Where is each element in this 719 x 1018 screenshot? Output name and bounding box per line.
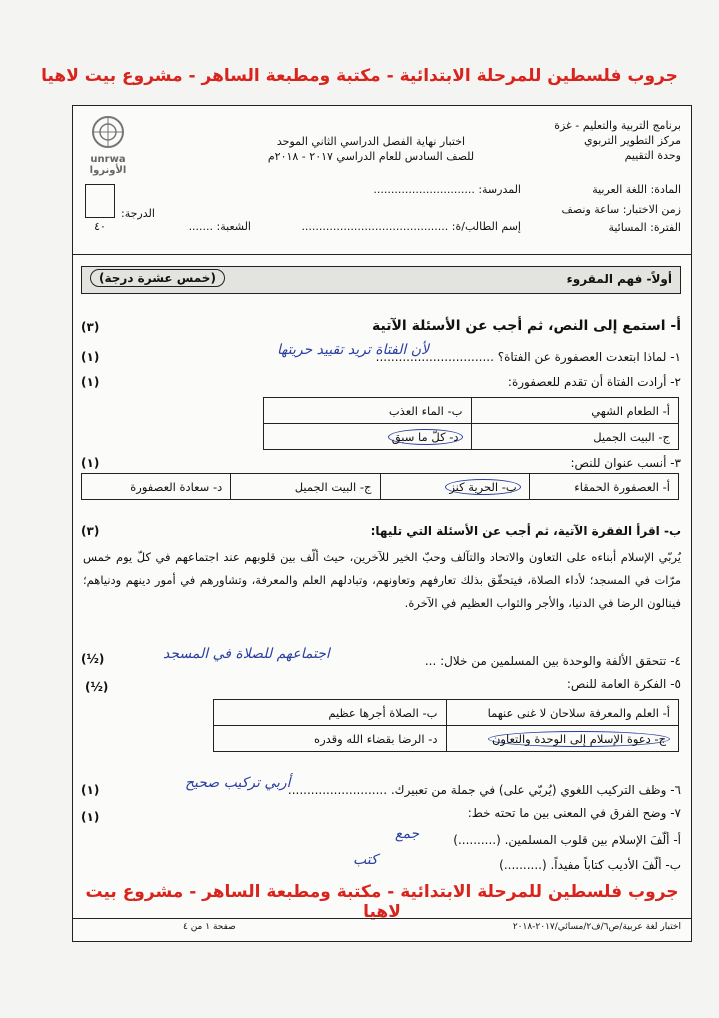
q6-handwritten-answer: أربي تركيب صحيح [185, 775, 291, 791]
q5-option-d: د- الرضا بقضاء الله وقدره [214, 726, 447, 752]
header-center [241, 134, 501, 164]
exam-year: للصف السادس للعام الدراسي ٢٠١٧ - ٢٠١٨م [267, 150, 475, 163]
q3-option-b [380, 474, 529, 500]
duration-line: زمن الاختبار: ساعة ونصف [561, 203, 681, 216]
footer-page-number: صفحة ١ من ٤ [183, 922, 236, 932]
part-b-instruction: ب- اقرأ الفقرة الآتية، ثم أجب عن الأسئلة التي تليها: [370, 524, 681, 538]
q3-option-a: أ- العصفورة الحمقاء [529, 474, 678, 500]
q5-selected-circle: ج- دعوة الإسلام إلى الوحدة والتعاون [488, 731, 670, 747]
q3-text: ٣- أنسب عنوان للنص: [570, 456, 681, 470]
top-banner: جروب فلسطين للمرحلة الابتدائية - مكتبة ومطبعة الساهر - مشروع بيت لاهيا [41, 66, 678, 86]
q4-handwritten-answer: اجتماعهم للصلاة في المسجد [163, 646, 330, 662]
q2-selected-circle: د- كلّ ما سبق [388, 429, 463, 445]
q2-option-b: ب- الماء العذب [264, 398, 472, 424]
footer-exam-code: اختبار لغة عربية/ص٦/ف٢/مسائي/٢٠١٧-٢٠١٨ [512, 922, 681, 932]
exam-page [72, 105, 692, 942]
q3-option-d: د- سعادة العصفورة [82, 474, 231, 500]
q3-option-c: ج- البيت الجميل [231, 474, 380, 500]
grade-label: الدرجة: [121, 207, 155, 220]
un-emblem-icon [88, 114, 128, 150]
unrwa-logo [79, 114, 137, 176]
q7a-text: أ- ألّفَ الإسلام بين قلوب المسلمين. (..........) [453, 833, 681, 847]
q1-handwritten-answer: لأن الفتاة تريد تقييد حريتها [277, 342, 429, 358]
unit-line: وحدة التقييم [624, 149, 681, 162]
q2-mark: (١) [81, 375, 100, 389]
header-right [531, 118, 681, 163]
q3-options [81, 473, 679, 500]
program-line: برنامج التربية والتعليم - غزة [554, 119, 681, 132]
part-a-mark: (٣) [81, 320, 100, 334]
reading-paragraph: يُربّي الإسلام أبناءه على التعاون والاتحاد والتآلف وحبّ الخير للآخرين، حيث ألّف بين قلوبهم عند اجتماعهم في كلّ يوم خمس مرّات في المسجد؛ لأداء الصلاة، فيتحقّق بذلك تعارفهم وتعاونهم، وتبادلهم العلم والمعرفة، وتشاورهم في أمور دينهم ودنياهم؛ فينالون الرضا في الدنيا، والأجر والثواب العظيم في الآخرة. [83, 550, 681, 610]
q7a-handwritten-answer: جمع [395, 826, 420, 842]
school-line: المدرسة: ............................. [373, 183, 521, 196]
q6-mark: (١) [81, 783, 100, 797]
q2-option-c: ج- البيت الجميل [471, 424, 679, 450]
grade-total: ٤٠ [94, 220, 106, 233]
section-title: أولاً- فهم المقروء [566, 272, 672, 286]
section-points: (خمس عشرة درجة) [90, 269, 225, 287]
q4-mark: (½) [81, 652, 105, 666]
q3-mark: (١) [81, 456, 100, 470]
part-a-instruction: أ- استمع إلى النص، ثم أجب عن الأسئلة الآتية [372, 318, 681, 334]
q2-option-d [264, 424, 472, 450]
q5-option-b: ب- الصلاة أجرها عظيم [214, 700, 447, 726]
q1-mark: (١) [81, 350, 100, 364]
student-line: إسم الطالب/ة: .......................................... [301, 220, 521, 233]
q3-selected-circle: ب- الحرية كنز [445, 479, 520, 495]
center-line: مركز التطوير التربوي [584, 134, 681, 147]
logo-text: unrwa الأونروا [89, 154, 127, 176]
part-b-mark: (٣) [81, 524, 100, 538]
q2-text: ٢- أرادت الفتاة أن تقدم للعصفورة: [507, 375, 681, 389]
q7b-text: ب- ألّفَ الأديب كتاباً مفيداً. (..........) [499, 858, 681, 872]
subject-line: المادة: اللغة العربية [592, 183, 681, 196]
section-line: الشعبة: ....... [188, 220, 251, 233]
q5-option-a: أ- العلم والمعرفة سلاحان لا غنى عنهما [446, 700, 679, 726]
q1-text: ١- لماذا ابتعدت العصفورة عن الفتاة؟ ............................... [375, 350, 681, 364]
q2-option-a: أ- الطعام الشهي [471, 398, 679, 424]
q5-text: ٥- الفكرة العامة للنص: [566, 677, 681, 691]
section-bar [81, 266, 681, 294]
q4-text: ٤- تتحقق الألفة والوحدة بين المسلمين من خلال: ... [424, 654, 681, 668]
period-line: الفترة: المسائية [608, 221, 681, 234]
q7-mark: (١) [81, 810, 100, 824]
exam-title: اختبار نهاية الفصل الدراسي الثاني الموحد [276, 135, 466, 148]
footer-divider [73, 918, 691, 919]
q7-text: ٧- وضح الفرق في المعنى بين ما تحته خط: [467, 806, 681, 820]
q5-option-c [446, 726, 679, 752]
q7b-handwritten-answer: كتب [353, 852, 378, 868]
bottom-banner: جروب فلسطين للمرحلة الابتدائية - مكتبة ومطبعة الساهر - مشروع بيت لاهيا [85, 882, 679, 922]
q2-options [263, 397, 679, 450]
header-divider [73, 254, 691, 255]
q5-options [213, 699, 679, 752]
grade-box [85, 184, 115, 218]
q5-mark: (½) [85, 680, 109, 694]
q6-text: ٦- وظف التركيب اللغوي (يُربّي على) في جملة من تعبيرك. .......................... [287, 783, 681, 797]
